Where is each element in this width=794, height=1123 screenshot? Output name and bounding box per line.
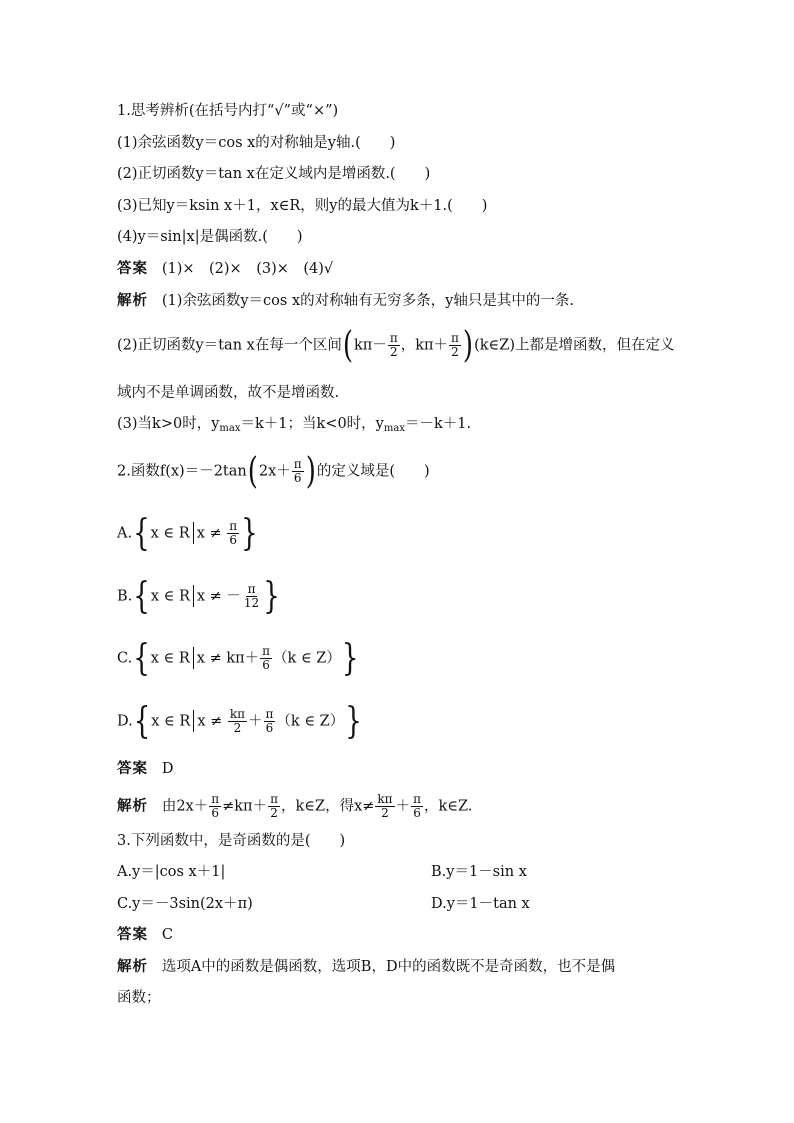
q3-option-d[interactable]: D.y＝1－tan x [431,896,530,912]
analysis-text: ＝k＋1；当k<0时，y [240,416,384,432]
q3-analysis-1 [117,956,615,978]
fraction [292,458,304,485]
q3-option-c[interactable]: C.y＝－3sin(2x＋π) [117,896,253,912]
analysis-text: (2)正切函数y＝tan x在每一个区间 [117,337,342,354]
math-text: x ∈ R [151,713,191,730]
analysis-label: 解析 [117,293,148,309]
numerator: π [262,644,271,658]
fraction [242,583,261,610]
math-text: ，kπ＋ [400,337,449,354]
denominator: 2 [233,721,242,735]
q1-title: 1.思考辨析(在括号内打“√”或“×”) [117,103,339,119]
q2-title [117,450,430,493]
q3-analysis-2: 函数； [117,990,161,1006]
analysis-text: 由2x＋ [161,798,209,815]
denominator: 6 [262,658,270,672]
numerator: π [211,792,220,806]
answer-label: 答案 [117,761,148,777]
numerator: kπ [377,792,393,806]
analysis-text: (1)余弦函数y＝cos x的对称轴有无穷多条，y轴只是其中的一条. [161,293,574,309]
q3-options-row-2 [117,893,530,915]
fraction [449,332,461,359]
fraction [268,793,280,820]
q3-answer [117,924,173,946]
set-bar [193,585,194,607]
brace-right: } [241,512,258,555]
analysis-label: 解析 [117,798,148,815]
subscript: max [219,423,241,434]
q3-options-row-1 [117,861,527,883]
paren-left: ( [247,450,258,493]
math-text: x ∈ R [150,650,190,667]
q2-option-c[interactable] [117,637,359,680]
denominator: 2 [389,345,398,359]
q1-answer [117,258,333,280]
fraction [388,332,400,359]
q3-option-b[interactable]: B.y＝1－sin x [431,864,527,880]
q2-option-d[interactable] [117,700,363,743]
brace-left: { [133,637,150,680]
question-text: 的定义域是( ) [316,463,430,480]
q1-analysis-2 [117,324,675,367]
analysis-text: (3)当k>0时，y [117,416,220,432]
brace-left: { [133,575,150,618]
paren-right: ) [305,450,316,493]
math-text: x ≠ － [196,588,241,605]
q1-item-4: (4)y＝sin|x|是偶函数.( ) [117,229,303,245]
analysis-text: ，k∈Z，得x≠ [280,798,375,815]
q2-answer [117,758,173,780]
math-text: （k ∈ Z） [276,713,345,730]
question-text: 2.函数f(x)＝－2tan [117,463,247,480]
analysis-text: ，k∈Z. [423,798,473,815]
set-bar [193,522,194,544]
math-text: （k ∈ Z） [273,650,341,667]
answer-text: D [161,761,174,777]
analysis-text: (k∈Z)上都是增函数，但在定义 [474,337,675,354]
denominator: 6 [265,721,274,735]
fraction [227,520,239,547]
answer-label: 答案 [117,927,148,943]
q1-analysis-3 [117,413,471,440]
brace-left: { [133,700,151,743]
analysis-text: ＝－k＋1. [404,416,472,432]
answer-text: (1)× (2)× (3)× (4)√ [161,261,334,277]
denominator: 2 [270,806,278,820]
brace-left: { [133,512,150,555]
numerator: π [265,707,274,721]
fraction [375,793,394,820]
numerator: π [247,582,256,596]
option-label: A. [117,525,133,542]
numerator: π [451,331,459,345]
fraction [260,645,272,672]
answer-label: 答案 [117,261,148,277]
set-bar [193,710,194,732]
subscript: max [383,423,405,434]
answer-text: C [161,927,173,943]
fraction [264,708,276,735]
denominator: 2 [381,806,389,820]
denominator: 2 [451,345,459,359]
math-text: 2x＋ [258,463,291,480]
denominator: 12 [243,596,260,610]
paren-left: ( [342,324,353,367]
math-text: ＋ [248,713,263,730]
q1-item-1: (1)余弦函数y＝cos x的对称轴是y轴.( ) [117,135,396,151]
denominator: 6 [293,471,302,485]
analysis-text: ≠kπ＋ [222,798,268,815]
math-text: x ≠ kπ＋ [196,650,260,667]
brace-right: } [345,700,362,743]
option-label: B. [117,588,133,605]
denominator: 6 [413,806,421,820]
q2-analysis [117,793,472,820]
q1-analysis-2-cont: 域内不是单调函数，故不是增函数. [117,385,340,401]
set-bar [193,647,194,669]
q1-item-3: (3)已知y＝ksin x＋1，x∈R，则y的最大值为k＋1.( ) [117,198,488,214]
fraction [411,793,423,820]
option-label: D. [117,713,133,730]
numerator: π [229,519,238,533]
fraction [209,793,221,820]
q1-item-2: (2)正切函数y＝tan x在定义域内是增函数.( ) [117,166,431,182]
numerator: kπ [229,707,246,721]
q3-option-a[interactable]: A.y＝|cos x＋1| [117,864,226,880]
brace-right: } [341,637,359,680]
q2-option-b[interactable] [117,575,281,618]
brace-right: } [263,575,280,618]
math-text: kπ－ [353,337,387,354]
q2-option-a[interactable] [117,512,259,555]
math-text: x ∈ R [150,525,190,542]
denominator: 6 [211,806,219,820]
numerator: π [270,792,278,806]
q1-analysis-1 [117,290,574,312]
fraction [228,708,247,735]
analysis-text: ＋ [395,798,411,815]
numerator: π [293,457,302,471]
option-label: C. [117,650,133,667]
numerator: π [413,792,421,806]
paren-right: ) [462,324,474,367]
math-text: x ∈ R [150,588,190,605]
math-text: x ≠ [196,525,227,542]
analysis-label: 解析 [117,959,148,975]
denominator: 6 [229,533,237,547]
analysis-text: 选项A中的函数是偶函数，选项B，D中的函数既不是奇函数，也不是偶 [161,959,616,975]
numerator: π [389,331,398,345]
q3-title: 3.下列函数中，是奇函数的是( ) [117,833,346,849]
math-text: x ≠ [197,713,227,730]
